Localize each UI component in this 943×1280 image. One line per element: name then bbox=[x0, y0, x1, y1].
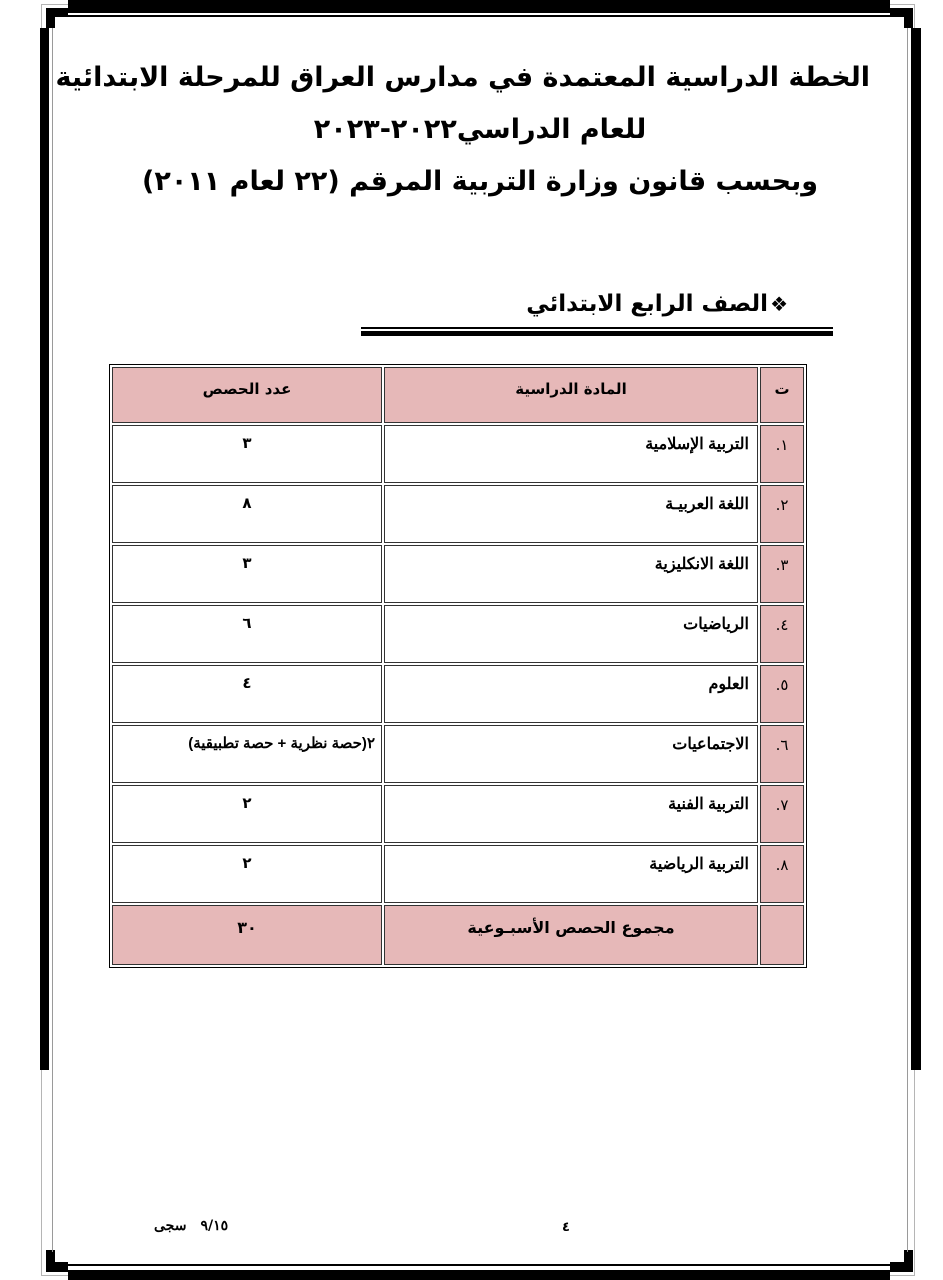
row-number: ٤. bbox=[760, 605, 804, 663]
table-row bbox=[112, 725, 804, 783]
row-count: ٣ bbox=[112, 545, 382, 603]
table-row bbox=[112, 845, 804, 903]
document-title bbox=[55, 52, 870, 208]
page-border-left bbox=[40, 28, 49, 1070]
footer-note bbox=[140, 1218, 228, 1234]
footer-name: سجى bbox=[154, 1218, 187, 1234]
table-row bbox=[112, 665, 804, 723]
page-border-right bbox=[911, 28, 921, 1070]
page-number: ٤ bbox=[562, 1220, 570, 1235]
footer-date: ٩/١٥ bbox=[200, 1218, 229, 1234]
page-border-corner bbox=[46, 1250, 55, 1272]
row-number: ٣. bbox=[760, 545, 804, 603]
row-number: ٧. bbox=[760, 785, 804, 843]
row-subject: التربية الرياضية bbox=[384, 845, 758, 903]
row-count: ٨ bbox=[112, 485, 382, 543]
table-row bbox=[112, 785, 804, 843]
total-value: ٣٠ bbox=[112, 905, 382, 965]
row-subject: العلوم bbox=[384, 665, 758, 723]
row-number: ٥. bbox=[760, 665, 804, 723]
table-total-row bbox=[112, 905, 804, 965]
row-count: ٢ bbox=[112, 785, 382, 843]
table-row bbox=[112, 545, 804, 603]
title-line-3: وبحسب قانون وزارة التربية المرقم (٢٢ لعام ٢٠١١) bbox=[142, 166, 818, 197]
page-border-bottom bbox=[68, 1270, 890, 1280]
table-row bbox=[112, 425, 804, 483]
page-border-inner-top bbox=[68, 15, 890, 17]
row-number: ٨. bbox=[760, 845, 804, 903]
page-border-inner-left bbox=[52, 28, 53, 1252]
table-header-row bbox=[112, 367, 804, 423]
row-count: ٣ bbox=[112, 425, 382, 483]
page-border-corner bbox=[46, 8, 55, 28]
row-subject: اللغة الانكليزية bbox=[384, 545, 758, 603]
row-subject: الرياضيات bbox=[384, 605, 758, 663]
row-count: ٦ bbox=[112, 605, 382, 663]
title-line-2: للعام الدراسي٢٠٢٢-٢٠٢٣ bbox=[313, 114, 647, 145]
row-count: ٤ bbox=[112, 665, 382, 723]
header-number: ت bbox=[760, 367, 804, 423]
section-heading-text: الصف الرابع الابتدائي bbox=[526, 291, 769, 317]
row-number: ١. bbox=[760, 425, 804, 483]
row-subject: التربية الإسلامية bbox=[384, 425, 758, 483]
study-plan-table bbox=[109, 364, 807, 968]
section-heading bbox=[360, 284, 788, 324]
row-count: ٢(حصة نظرية + حصة تطبيقية) bbox=[112, 725, 382, 783]
row-subject: التربية الفنية bbox=[384, 785, 758, 843]
page-border-inner-bottom bbox=[68, 1264, 890, 1266]
page-border-corner bbox=[904, 1250, 913, 1272]
table-row bbox=[112, 485, 804, 543]
page-border-inner-right bbox=[907, 28, 908, 1252]
heading-divider-thick bbox=[361, 331, 833, 336]
row-subject: الاجتماعيات bbox=[384, 725, 758, 783]
table-row bbox=[112, 605, 804, 663]
row-subject: اللغة العربيـة bbox=[384, 485, 758, 543]
header-subject: المادة الدراسية bbox=[384, 367, 758, 423]
diamond-bullet-icon: ❖ bbox=[770, 292, 788, 316]
header-count: عدد الحصص bbox=[112, 367, 382, 423]
heading-divider-thin bbox=[361, 327, 833, 329]
row-count: ٢ bbox=[112, 845, 382, 903]
row-number: ٢. bbox=[760, 485, 804, 543]
title-line-1: الخطة الدراسية المعتمدة في مدارس العراق للمرحلة الابتدائية bbox=[55, 62, 870, 93]
total-label: مجموع الحصص الأسبـوعية bbox=[384, 905, 758, 965]
total-number-cell bbox=[760, 905, 804, 965]
page-border-top bbox=[68, 0, 890, 13]
row-number: ٦. bbox=[760, 725, 804, 783]
page-border-corner bbox=[904, 8, 913, 28]
